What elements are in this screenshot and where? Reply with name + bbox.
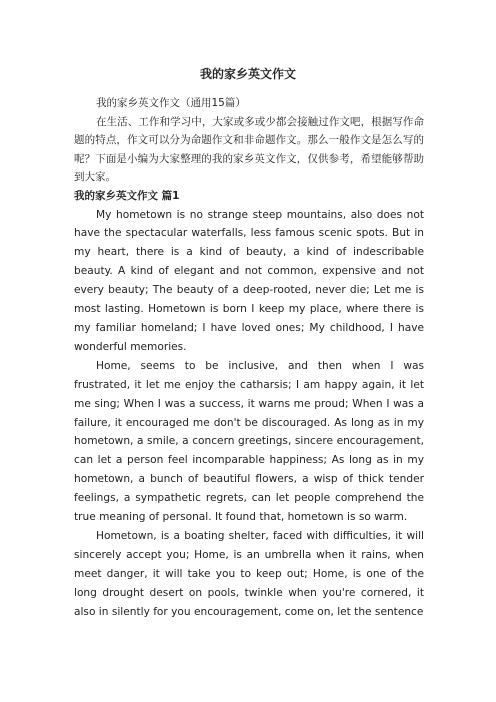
intro-paragraph: 在生活、工作和学习中，大家或多或少都会接触过作文吧，根据写作命题的特点，作文可以分为命题作文和非命题作文。那么一般作文是怎么写的呢？下面是小编为大家整理的我的家乡英文作文，仅供参考，希望能够帮助到大家。 xyxy=(74,115,424,184)
section-heading: 我的家乡英文作文 篇1 xyxy=(74,189,180,202)
body-paragraph-3: Hometown, is a boating shelter, faced with difficulties, it will sincerely accept you; Home, is an umbrella when it rains, when meet danger, it will take you to keep out; Home, is one of the long drought desert on pools, twinkle when you're cornered, it also in silently for you encouragement, come on, let the sentence xyxy=(74,529,424,618)
body-paragraph-1: My hometown is no strange steep mountains, also does not have the spectacular waterfalls, less famous scenic spots. But in my heart, there is a kind of beauty, a kind of indescribable beauty. A kind of elegant and not common, expensive and not every beauty; The beauty of a deep-rooted, never die; Let me is most lasting. Hometown is born I keep my place, where there is my familiar homeland; I have loved ones; My childhood, I have wonderful memories. xyxy=(74,208,424,353)
body-paragraph-2: Home, seems to be inclusive, and then when I was frustrated, it let me enjoy the catharsis; I am happy again, it let me sing; When I was a success, it warns me proud; When I was a failure, it encouraged me don't be discouraged. As long as in my hometown, a smile, a concern greetings, sincere encouragement, can let a person feel incomparable happiness; As long as in my hometown, a bunch of beautiful flowers, a wisp of thick tender feelings, a sympathetic regrets, can let people comprehend the true meaning of personal. It found that, hometown is so warm. xyxy=(74,359,424,524)
document-subtitle: 我的家乡英文作文（通用15篇） xyxy=(96,97,246,109)
document-content xyxy=(74,94,424,622)
document-title: 我的家乡英文作文 xyxy=(199,67,296,81)
